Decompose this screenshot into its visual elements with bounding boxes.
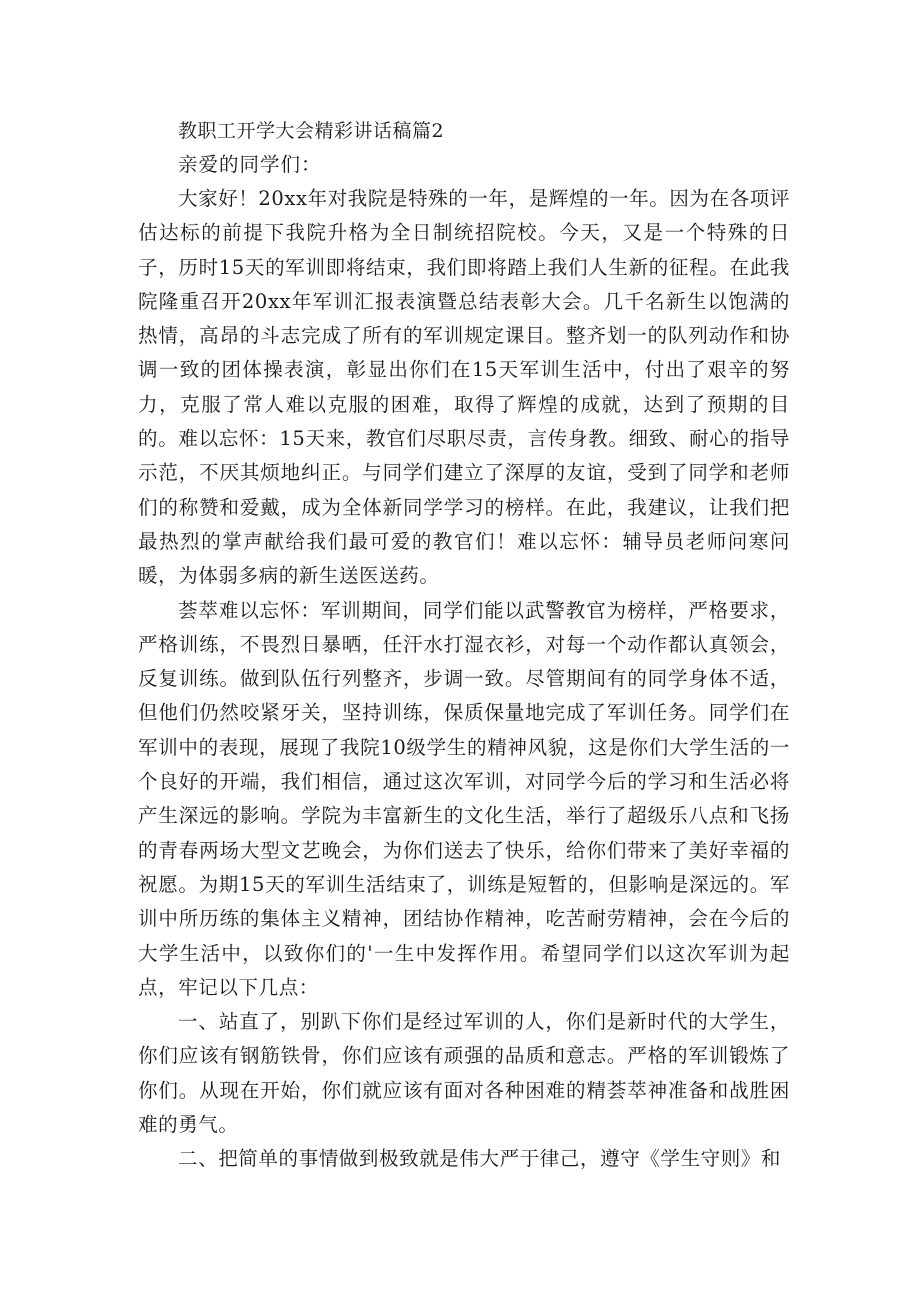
paragraph-1: 大家好！20xx年对我院是特殊的一年，是辉煌的一年。因为在各项评估达标的前提下我院升格为全日制统招院校。今天，又是一个特殊的日子，历时15天的军训即将结束，我们即将踏上我们人生新的征程。在此我院隆重召开20xx年军训汇报表演暨总结表彰大会。几千名新生以饱满的热情，高昂的斗志完成了所有的军训规定课目。整齐划一的队列动作和协调一致的团体操表演，彰显出你们在15天军训生活中，付出了艰辛的努力，克服了常人难以克服的困难，取得了辉煌的成就，达到了预期的目的。难以忘怀：15天来，教官们尽职尽责，言传身教。细致、耐心的指导示范，不厌其烦地纠正。与同学们建立了深厚的友谊，受到了同学和老师们的称赞和爱戴，成为全体新同学学习的榜样。在此，我建议，让我们把最热烈的掌声献给我们最可爱的教官们！难以忘怀：辅导员老师问寒问暖，为体弱多病的新生送医送药。: [138, 187, 791, 588]
paragraph-4: 二、把简单的事情做到极致就是伟大严于律己，遵守《学生守则》和: [178, 1147, 782, 1171]
greeting: 亲爱的同学们：: [178, 153, 322, 176]
paragraph-2: 荟萃难以忘怀：军训期间，同学们能以武警教官为榜样，严格要求，严格训练，不畏烈日暴晒，任汗水打湿衣衫，对每一个动作都认真领会，反复训练。做到队伍行列整齐，步调一致。尽管期间有的同学身体不适，但他们仍然咬紧牙关，坚持训练，保质保量地完成了军训任务。同学们在军训中的表现，展现了我院10级学生的精神风貌，这是你们大学生活的一个良好的开端，我们相信，通过这次军训，对同学今后的学习和生活必将产生深远的影响。学院为丰富新生的文化生活，举行了超级乐八点和飞扬的青春两场大型文艺晚会，为你们送去了快乐，给你们带来了美好幸福的祝愿。为期15天的军训生活结束了，训练是短暂的，但影响是深远的。军训中所历练的集体主义精神，团结协作精神，吃苦耐劳精神，会在今后的大学生活中，以致你们的'一生中发挥作用。希望同学们以这次军训为起点，牢记以下几点：: [138, 598, 790, 999]
document-title: 教职工开学大会精彩讲话稿篇2: [178, 120, 445, 142]
document-body: [138, 114, 790, 1177]
paragraph-3: 一、站直了，别趴下你们是经过军训的人，你们是新时代的大学生，你们应该有钢筋铁骨，你们应该有顽强的品质和意志。严格的军训锻炼了你们。从现在开始，你们就应该有面对各种困难的精荟萃神准备和战胜困难的勇气。: [138, 1010, 790, 1137]
